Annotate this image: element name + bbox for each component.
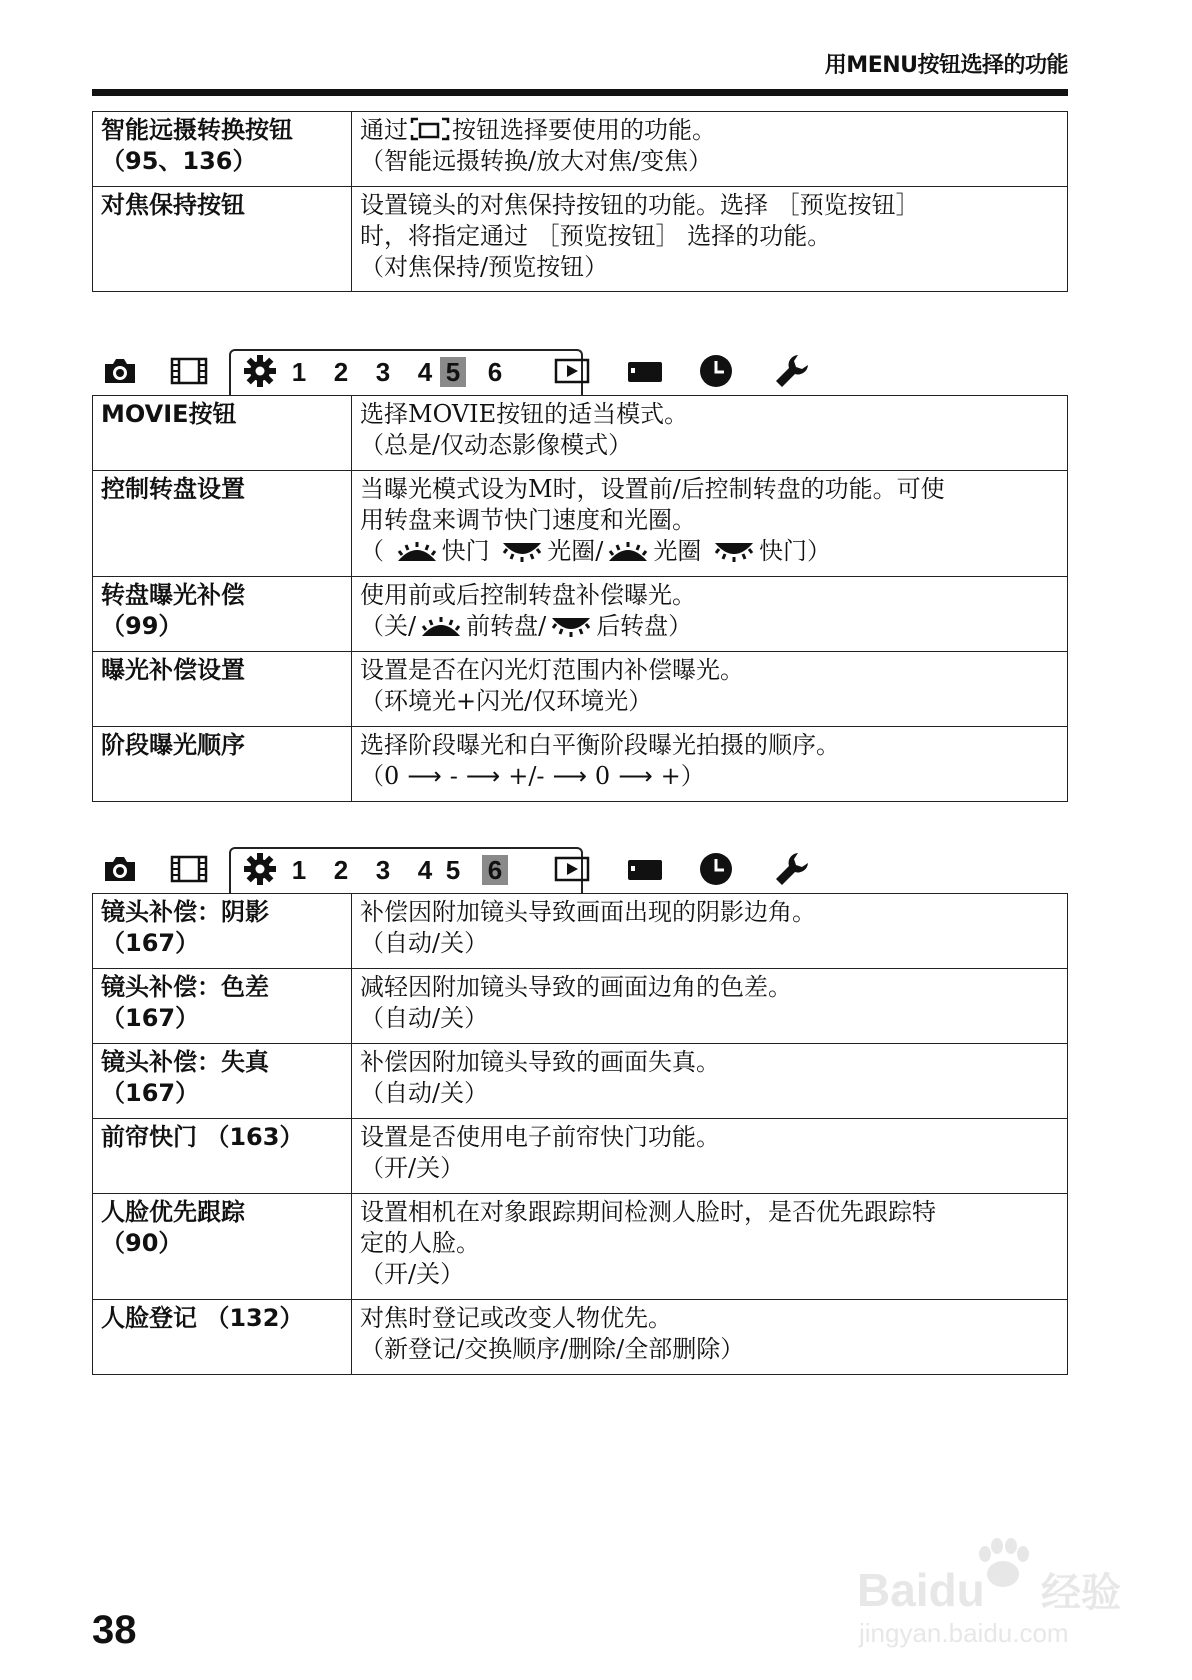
page-header-title: 用MENU按钮选择的功能 bbox=[824, 53, 1068, 78]
table-row bbox=[93, 187, 1068, 292]
tab-page-2[interactable]: 2 bbox=[333, 855, 349, 885]
row-desc-line: （智能远摄转换/放大对焦/变焦） bbox=[360, 147, 713, 175]
row-desc-line: （开/关） bbox=[360, 1154, 465, 1182]
front-dial-icon bbox=[418, 616, 464, 638]
row-name: 人脸登记 （132） bbox=[101, 1304, 304, 1332]
tab-page-6[interactable]: 6 bbox=[487, 357, 503, 387]
custom-settings-tab-group bbox=[229, 349, 583, 395]
row-desc-line: 减轻因附加镜头导致的画面边角的色差。 bbox=[360, 973, 792, 1001]
row-desc-line: 补偿因附加镜头导致画面出现的阴影边角。 bbox=[360, 898, 816, 926]
custom-settings-tab-group bbox=[229, 847, 583, 893]
row-name: 对焦保持按钮 bbox=[101, 191, 245, 219]
watermark-cn: 经验 bbox=[1041, 1571, 1121, 1615]
row-name: 人脸优先跟踪 bbox=[101, 1198, 245, 1226]
row-desc-line: 时，将指定通过 ［预览按钮］ 选择的功能。 bbox=[360, 222, 832, 250]
row-desc-line: 用转盘来调节快门速度和光圈。 bbox=[360, 506, 696, 534]
baidu-jingyan-watermark bbox=[855, 1534, 1155, 1654]
arrow-right-icon: ⟶ bbox=[552, 762, 587, 790]
network-icon[interactable] bbox=[626, 851, 664, 887]
row-name: 智能远摄转换按钮 bbox=[101, 116, 293, 144]
row-desc-line: （自动/关） bbox=[360, 1079, 489, 1107]
table-row bbox=[93, 894, 1068, 969]
table-row bbox=[93, 727, 1068, 802]
row-ref: （99） bbox=[101, 612, 183, 640]
table-row bbox=[93, 577, 1068, 652]
tab-page-4[interactable]: 4 bbox=[417, 855, 433, 885]
row-name: 镜头补偿：阴影 bbox=[101, 898, 269, 926]
row-ref: （167） bbox=[101, 1079, 200, 1107]
row-desc-line: （自动/关） bbox=[360, 929, 489, 957]
gear-icon[interactable] bbox=[242, 851, 278, 887]
row-name: 阶段曝光顺序 bbox=[101, 731, 245, 759]
menu-tab-bar-2 bbox=[92, 847, 892, 893]
dial-label: 快门） bbox=[759, 537, 832, 565]
paren: （ bbox=[360, 537, 384, 565]
tab-page-4[interactable]: 4 bbox=[417, 357, 433, 387]
paren: （关/ bbox=[360, 612, 417, 640]
row-desc-line: （新登记/交换顺序/删除/全部删除） bbox=[360, 1335, 745, 1363]
tab-page-5-selected[interactable]: 5 bbox=[440, 357, 466, 387]
desc-post: 按钮选择要使用的功能。 bbox=[452, 116, 716, 144]
table-row bbox=[93, 1119, 1068, 1194]
row-name: 镜头补偿：失真 bbox=[101, 1048, 269, 1076]
page-number: 38 bbox=[92, 1608, 137, 1652]
row-desc-line: 定的人脸。 bbox=[360, 1229, 480, 1257]
dial-label: 快门 bbox=[441, 537, 490, 565]
table-row bbox=[93, 969, 1068, 1044]
row-desc-line: （开/关） bbox=[360, 1260, 465, 1288]
row-name: MOVIE按钮 bbox=[101, 400, 237, 428]
wrench-icon[interactable] bbox=[774, 851, 810, 887]
seq-step: 0 bbox=[594, 762, 611, 790]
seq-step: +/- bbox=[508, 762, 545, 790]
camera-icon[interactable] bbox=[102, 851, 138, 887]
rear-dial-icon bbox=[548, 616, 594, 638]
clock-icon[interactable] bbox=[698, 353, 734, 389]
tab-page-5[interactable]: 5 bbox=[445, 855, 461, 885]
row-desc-line bbox=[360, 115, 1059, 146]
settings-table-3 bbox=[92, 893, 1068, 1375]
row-desc-line bbox=[360, 611, 1059, 642]
table-row bbox=[93, 652, 1068, 727]
tab-page-6-selected[interactable]: 6 bbox=[482, 855, 508, 885]
row-name: 前帘快门 （163） bbox=[101, 1123, 304, 1151]
smart-teleconverter-icon bbox=[410, 116, 450, 142]
row-desc-line: 设置是否使用电子前帘快门功能。 bbox=[360, 1123, 720, 1151]
row-desc-line: 当曝光模式设为M时，设置前/后控制转盘的功能。可使 bbox=[360, 475, 945, 503]
movie-icon[interactable] bbox=[170, 353, 208, 389]
menu-tab-bar-1 bbox=[92, 349, 892, 395]
tab-page-3[interactable]: 3 bbox=[375, 855, 391, 885]
rear-dial-icon bbox=[499, 541, 545, 563]
row-desc-line: （环境光+闪光/仅环境光） bbox=[360, 687, 653, 715]
dial-label: 前转盘/ bbox=[466, 612, 547, 640]
watermark-brand: Baidu bbox=[857, 1564, 985, 1616]
paw-logo-icon bbox=[979, 1538, 1029, 1587]
row-name: 镜头补偿：色差 bbox=[101, 973, 269, 1001]
tab-page-2[interactable]: 2 bbox=[333, 357, 349, 387]
row-desc-line: （自动/关） bbox=[360, 1004, 489, 1032]
seq-step: （0 bbox=[360, 762, 400, 790]
row-desc-line: （对焦保持/预览按钮） bbox=[360, 253, 609, 281]
table-row bbox=[93, 1300, 1068, 1375]
tab-page-1[interactable]: 1 bbox=[291, 855, 307, 885]
row-desc-line: 设置是否在闪光灯范围内补偿曝光。 bbox=[360, 656, 744, 684]
row-ref: （95、136） bbox=[101, 147, 257, 175]
dial-label: 光圈 bbox=[653, 537, 702, 565]
dial-label: 后转盘） bbox=[596, 612, 693, 640]
row-ref: （90） bbox=[101, 1229, 183, 1257]
camera-icon[interactable] bbox=[102, 353, 138, 389]
front-dial-icon bbox=[605, 541, 651, 563]
row-name: 控制转盘设置 bbox=[101, 475, 245, 503]
table-row bbox=[93, 396, 1068, 471]
desc-pre: 通过 bbox=[360, 116, 408, 144]
row-name: 曝光补偿设置 bbox=[101, 656, 245, 684]
table-row bbox=[93, 1194, 1068, 1300]
seq-step: - bbox=[449, 762, 458, 790]
wrench-icon[interactable] bbox=[774, 353, 810, 389]
dial-label: 光圈/ bbox=[547, 537, 604, 565]
table-row bbox=[93, 1044, 1068, 1119]
row-desc-line: 使用前或后控制转盘补偿曝光。 bbox=[360, 581, 696, 609]
network-icon[interactable] bbox=[626, 353, 664, 389]
row-desc-line bbox=[360, 536, 1059, 567]
seq-step: +） bbox=[660, 762, 705, 790]
tab-page-3[interactable]: 3 bbox=[375, 357, 391, 387]
header-rule bbox=[92, 89, 1068, 96]
gear-icon[interactable] bbox=[242, 353, 278, 389]
settings-table-2 bbox=[92, 395, 1068, 802]
row-ref: （167） bbox=[101, 929, 200, 957]
playback-icon[interactable] bbox=[554, 353, 590, 389]
row-desc-line: （总是/仅动态影像模式） bbox=[360, 431, 633, 459]
row-ref: （167） bbox=[101, 1004, 200, 1032]
row-desc-line: 设置相机在对象跟踪期间检测人脸时，是否优先跟踪特 bbox=[360, 1198, 936, 1226]
row-desc-line: 选择MOVIE按钮的适当模式。 bbox=[360, 400, 689, 428]
front-dial-icon bbox=[394, 541, 440, 563]
arrow-right-icon: ⟶ bbox=[465, 762, 501, 790]
table-row bbox=[93, 112, 1068, 187]
arrow-right-icon: ⟶ bbox=[618, 762, 653, 790]
clock-icon[interactable] bbox=[698, 851, 734, 887]
rear-dial-icon bbox=[711, 541, 757, 563]
row-desc-line: 选择阶段曝光和白平衡阶段曝光拍摄的顺序。 bbox=[360, 731, 840, 759]
tab-page-1[interactable]: 1 bbox=[291, 357, 307, 387]
playback-icon[interactable] bbox=[554, 851, 590, 887]
row-desc-line: 对焦时登记或改变人物优先。 bbox=[360, 1304, 672, 1332]
table-row bbox=[93, 471, 1068, 577]
row-desc-line: 设置镜头的对焦保持按钮的功能。选择 ［预览按钮］ bbox=[360, 191, 920, 219]
arrow-right-icon: ⟶ bbox=[407, 762, 442, 790]
settings-table-1 bbox=[92, 111, 1068, 292]
bracket-sequence bbox=[360, 761, 1059, 792]
movie-icon[interactable] bbox=[170, 851, 208, 887]
row-name: 转盘曝光补偿 bbox=[101, 581, 245, 609]
watermark-url: jingyan.baidu.com bbox=[859, 1618, 1069, 1648]
row-desc-line: 补偿因附加镜头导致的画面失真。 bbox=[360, 1048, 720, 1076]
